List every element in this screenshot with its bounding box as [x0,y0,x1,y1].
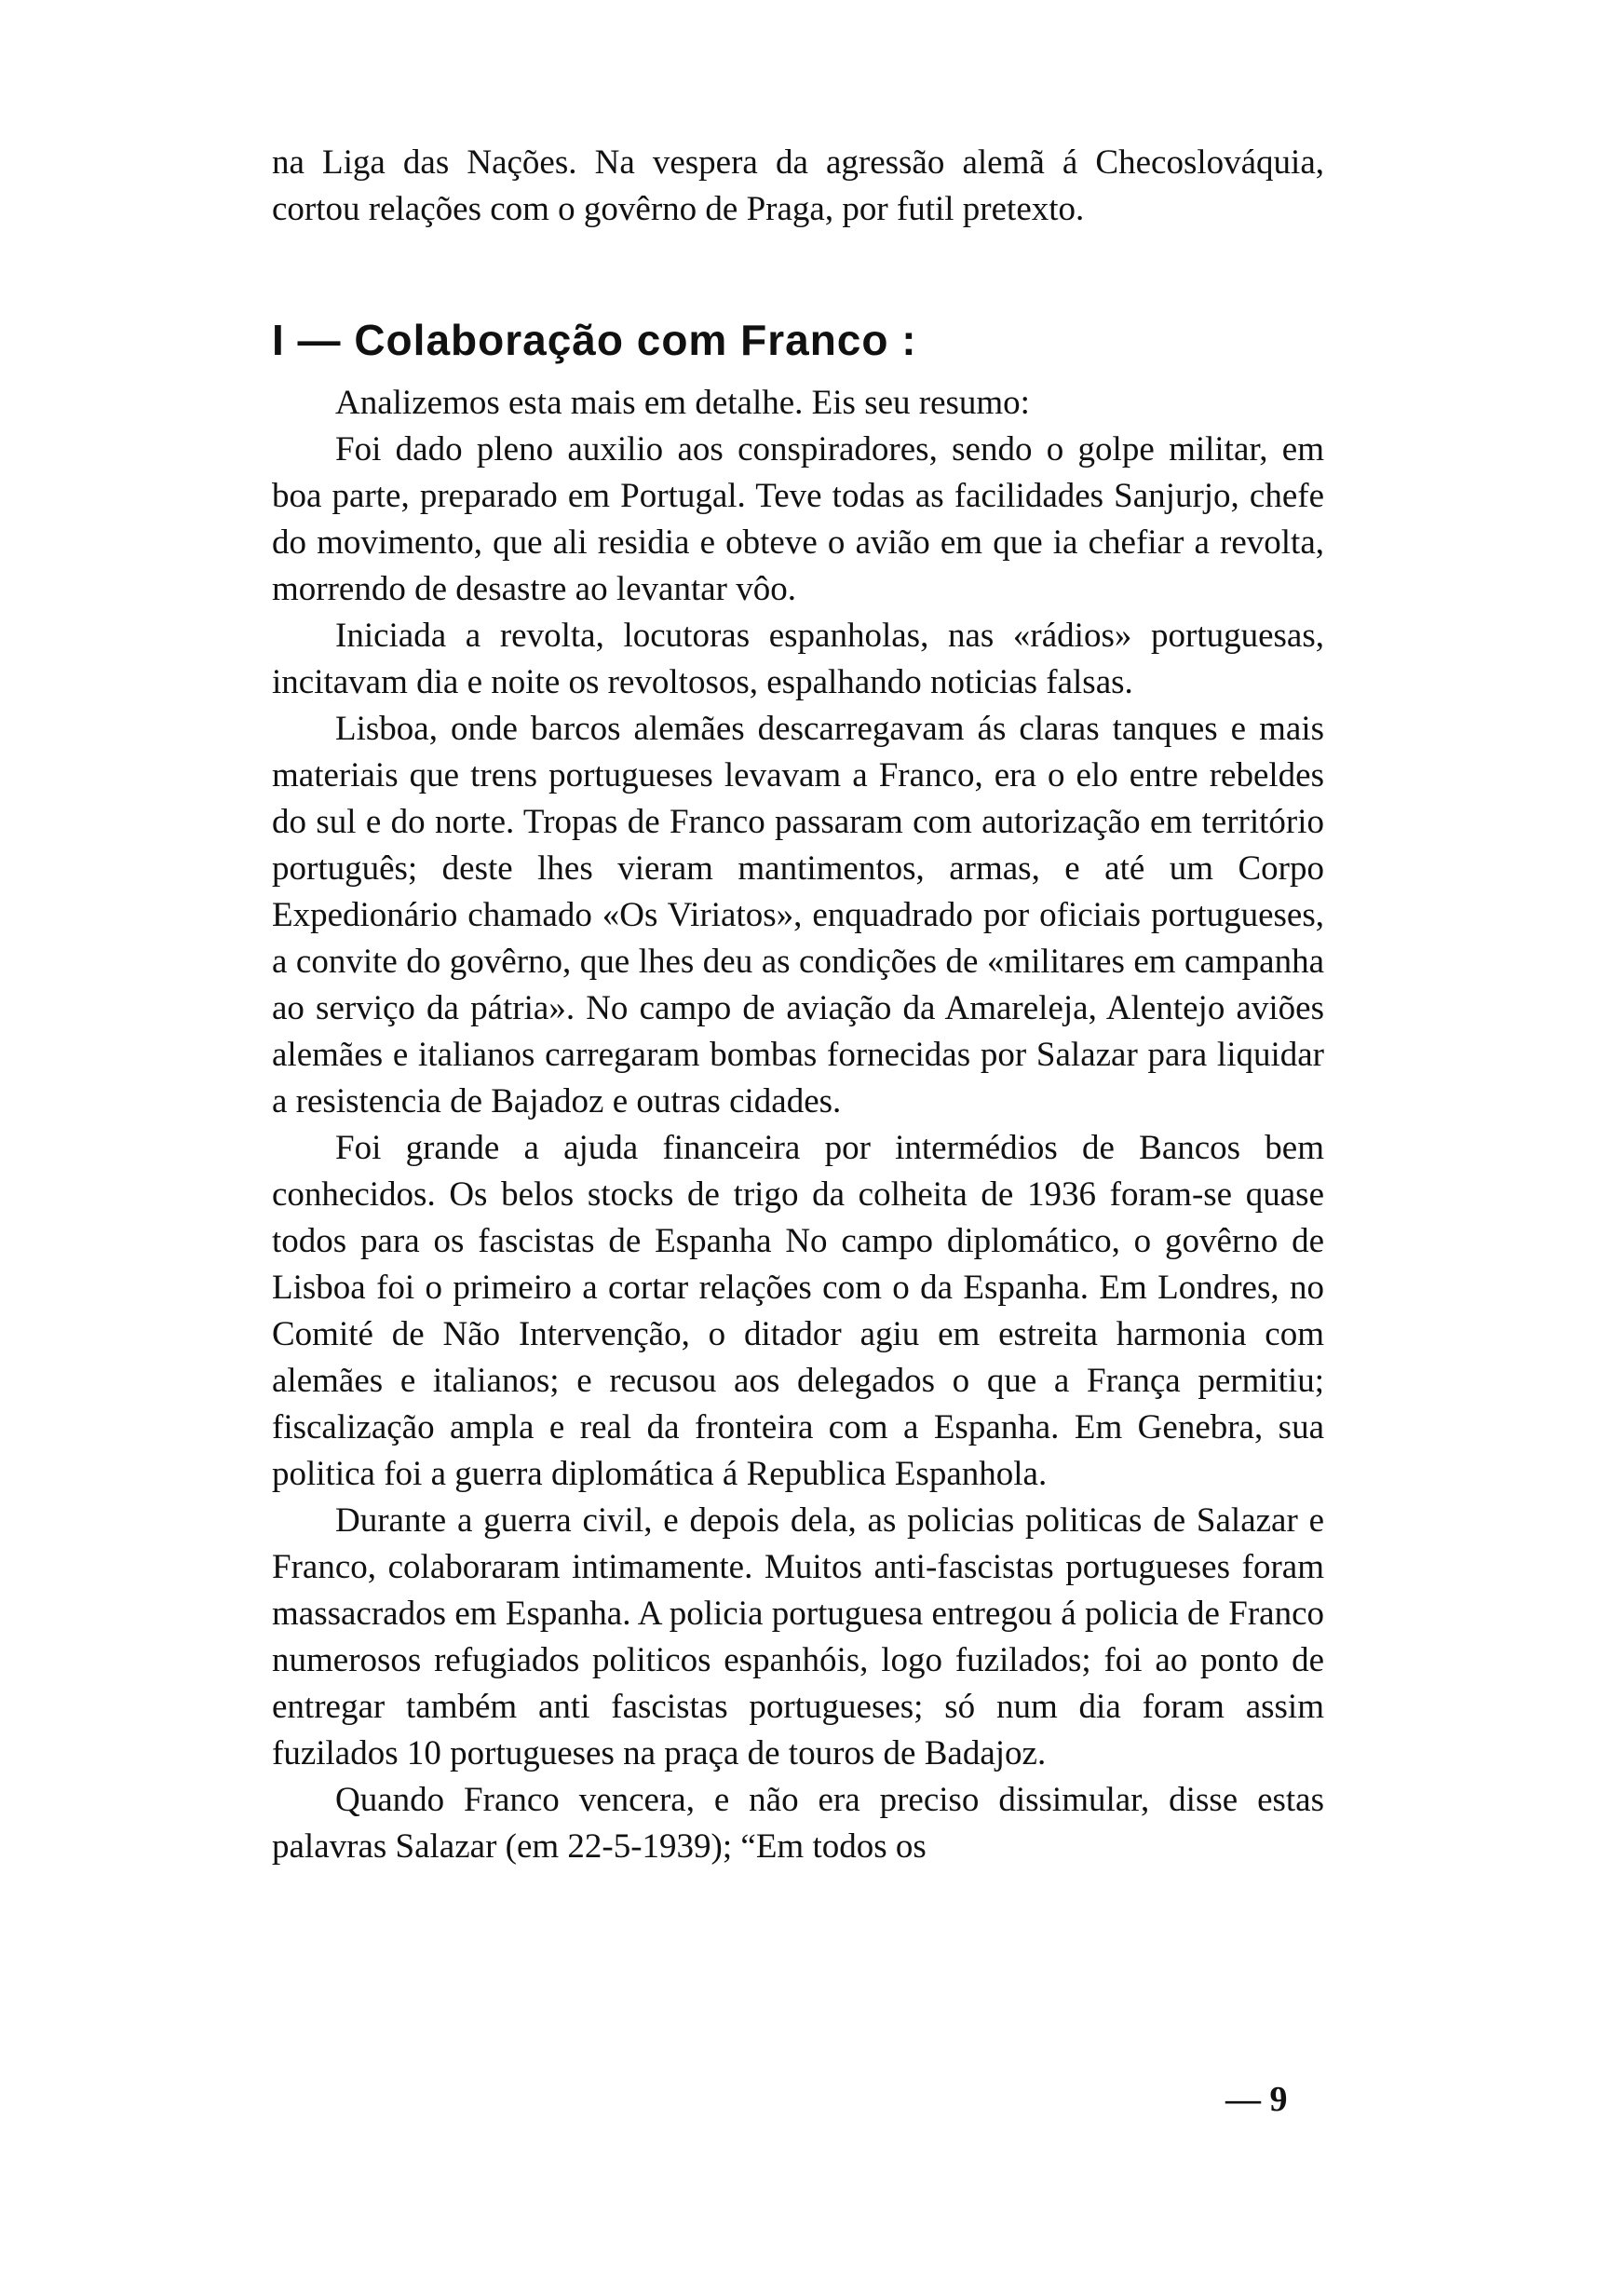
paragraph: Analizemos esta mais em detalhe. Eis seu resumo: [335,384,1030,422]
page-number: — 9 [1225,2080,1288,2119]
body-text [272,380,1324,1870]
intro-text [272,140,1324,233]
paragraph: Iniciada a revolta, locutoras espanholas, nas «rádios» portuguesas, incitavam dia e noite os revoltosos, espalhando noticias falsas. [272,617,1324,701]
section-heading: I — Colaboração com Franco : [272,316,917,364]
paragraph: Foi dado pleno auxilio aos conspiradores, sendo o golpe militar, em boa parte, preparado em Portugal. Teve todas as facilidades Sanjurjo, chefe do movimento, que ali residia e obteve o avião em que ia chefiar a revolta, morrendo de desastre ao levantar vôo. [272,430,1324,608]
paragraph: Quando Franco vencera, e não era preciso dissimular, disse estas palavras Salazar (em 22-5-1939); “Em todos os [272,1781,1324,1866]
paragraph: Durante a guerra civil, e depois dela, as policias politicas de Salazar e Franco, colaboraram intimamente. Muitos anti-fascistas portugueses foram massacrados em Espanha. A policia portuguesa entregou á policia de Franco numerosos refugiados politicos espanhóis, logo fuzilados; foi ao ponto de entregar também anti fascistas portugueses; só num dia foram assim fuzilados 10 portugueses na praça de touros de Badajoz. [272,1501,1324,1772]
paragraph: Lisboa, onde barcos alemães descarregavam ás claras tanques e mais materiais que trens portugueses levavam a Franco, era o elo entre rebeldes do sul e do norte. Tropas de Franco passaram com autorização em território português; deste lhes vieram mantimentos, armas, e até um Corpo Expedionário chamado «Os Viriatos», enquadrado por oficiais portugueses, a convite do govêrno, que lhes deu as condições de «militares em campanha ao serviço da pátria». No campo de aviação da Amareleja, Alentejo aviões alemães e italianos carregaram bombas fornecidas por Salazar para liquidar a resistencia de Bajadoz e outras cidades. [272,710,1324,1120]
paragraph: Foi grande a ajuda financeira por intermédios de Bancos bem conhecidos. Os belos stocks de trigo da colheita de 1936 foram-se quase todos para os fascistas de Espanha No campo diplomático, o govêrno de Lisboa foi o primeiro a cortar relações com o da Espanha. Em Londres, no Comité de Não Intervenção, o ditador agiu em estreita harmonia com alemães e italianos; e recusou aos delegados o que a França permitiu; fiscalização ampla e real da fronteira com a Espanha. Em Genebra, sua politica foi a guerra diplomática á Republica Espanhola. [272,1129,1324,1493]
intro-paragraph: na Liga das Nações. Na vespera da agressão alemã á Checoslováquia, cortou relações com o govêrno de Praga, por futil pretexto. [272,143,1324,228]
